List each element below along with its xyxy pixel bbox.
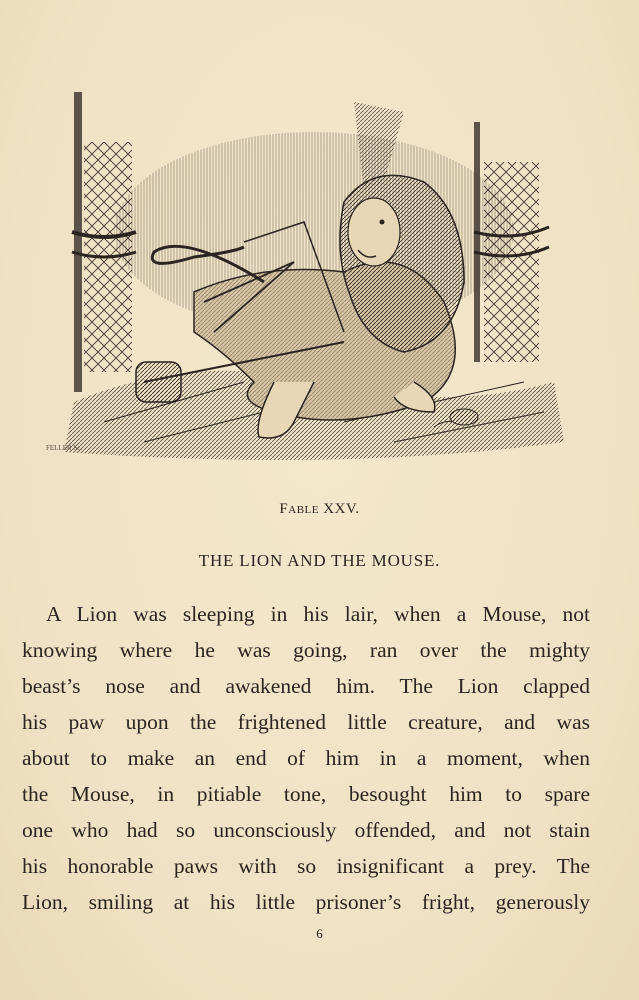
fable-title: THE LION AND THE MOUSE. — [198, 551, 441, 570]
engraver-signature: FELLER Sc. — [46, 444, 83, 452]
lion-illustration — [44, 82, 572, 472]
body-line: his honorable paws with so insignificant a prey. The — [22, 854, 590, 878]
page-number: 6 — [316, 926, 323, 941]
body-line: his paw upon the frightened little creature, and was — [22, 710, 590, 734]
body-line: about to make an end of him in a moment, when — [22, 746, 590, 770]
body-line: beast’s nose and awakened him. The Lion clapped — [22, 674, 590, 698]
body-line: A Lion was sleeping in his lair, when a Mouse, not — [46, 602, 590, 626]
body-line: the Mouse, in pitiable tone, besought him to spare — [22, 782, 590, 806]
fable-body — [22, 596, 590, 920]
body-line: knowing where he was going, ran over the mighty — [22, 638, 590, 662]
body-line: Lion, smiling at his little prisoner’s fright, generously — [22, 890, 590, 914]
lion-in-net-icon — [44, 82, 572, 472]
body-line: one who had so unconsciously offended, and not stain — [22, 818, 590, 842]
fable-number: Fable XXV. — [279, 501, 360, 517]
